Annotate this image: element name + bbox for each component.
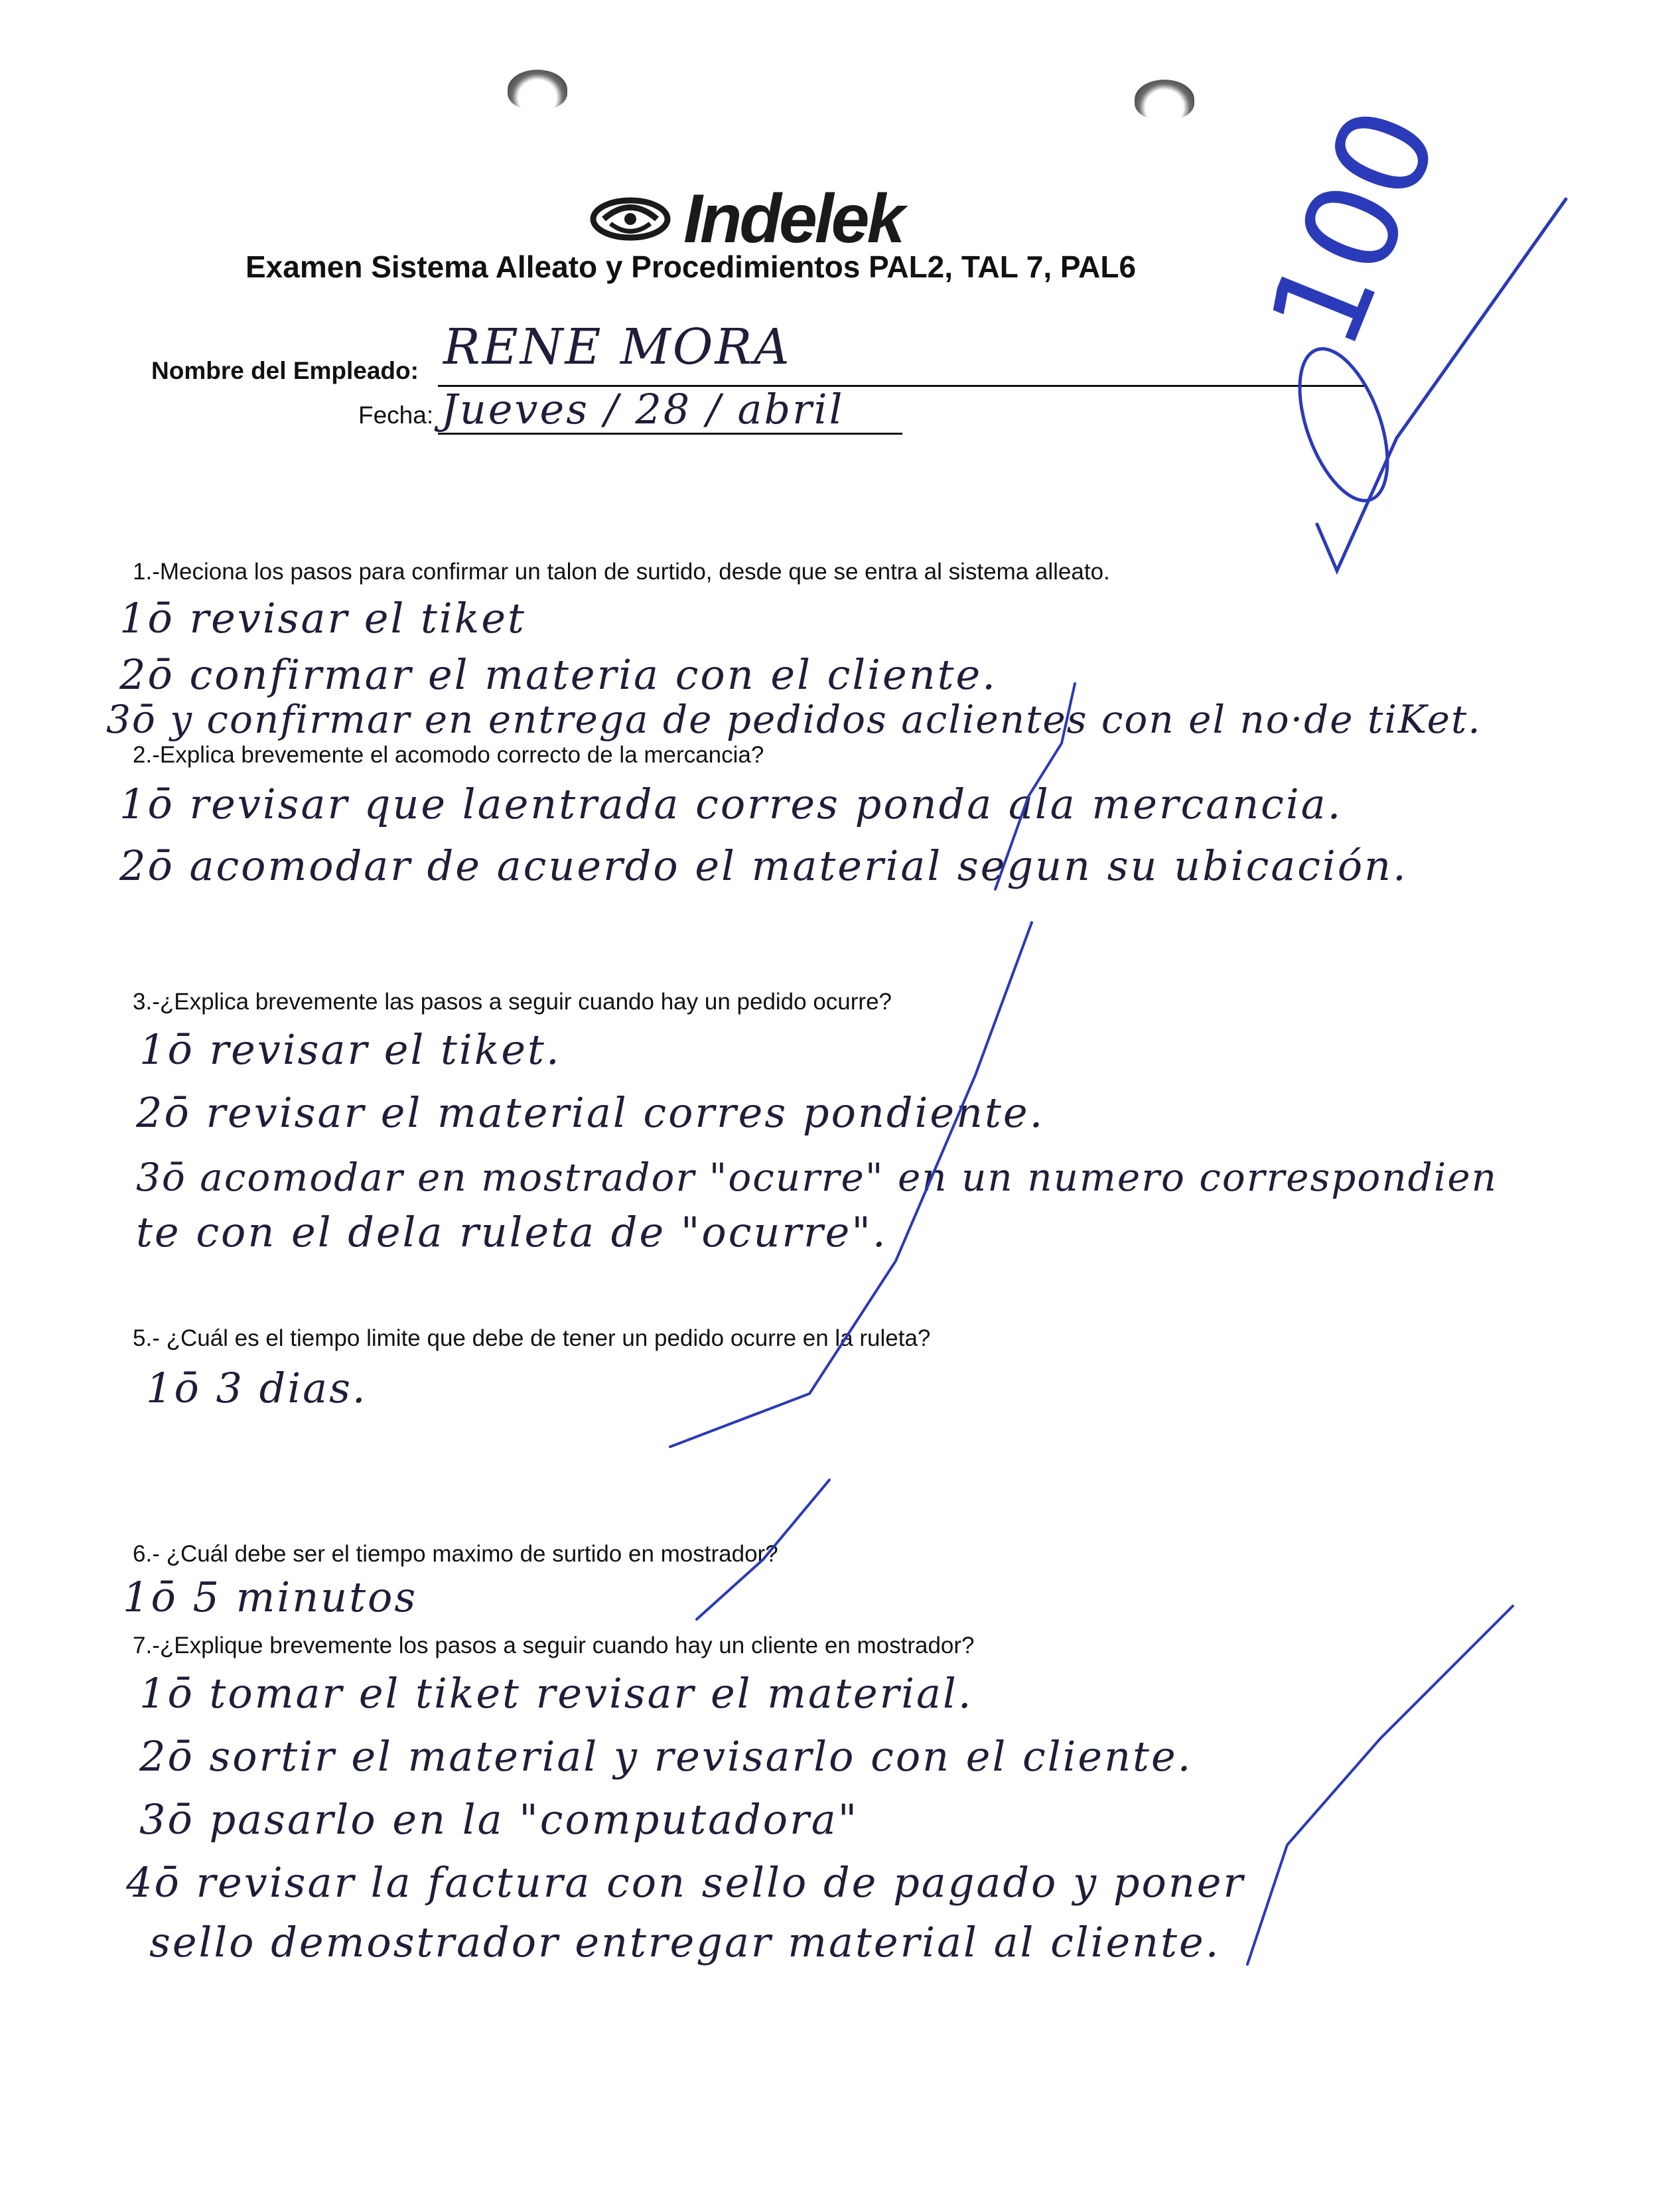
question-3: 3.-¿Explica brevemente las pasos a seguir cuando hay un pedido ocurre? [133,989,892,1015]
logo-wordmark: Indelek [683,181,903,257]
answer-1-line-1: 1ō revisar el tiket [119,594,526,642]
question-2: 2.-Explica brevemente el acomodo correcto de la mercancia? [133,742,764,768]
answer-3-line-2: 2ō revisar el material corres pondiente. [136,1088,1045,1137]
answer-2-line-1: 1ō revisar que laentrada corres ponda ala mercancia. [119,780,1343,828]
binder-hole-right [1135,80,1194,119]
answer-7-line-5: sello demostrador entregar material al cliente. [149,1918,1221,1966]
answer-6-line-1: 1ō 5 minutos [123,1573,418,1621]
answer-3-line-1: 1ō revisar el tiket. [139,1025,561,1074]
question-7: 7.-¿Explique brevemente los pasos a seguir cuando hay un cliente en mostrador? [133,1633,975,1658]
score-mark: 100 [1241,88,1467,367]
question-6: 6.- ¿Cuál debe ser el tiempo maximo de surtido en mostrador? [133,1541,778,1567]
answer-1-line-3: 3ō y confirmar en entrega de pedidos aclientes con el no·de tiKet. [106,697,1482,742]
swirl-logo-icon [584,183,677,256]
answer-7-line-3: 3ō pasarlo en la "computadora" [139,1795,859,1844]
question-1: 1.-Meciona los pasos para confirmar un talon de surtido, desde que se entra al sistema alleato. [133,559,1110,585]
answer-7-line-4: 4ō revisar la factura con sello de pagado y poner [126,1858,1245,1907]
answer-1-line-2: 2ō confirmar el materia con el cliente. [119,650,997,699]
answer-3-line-3: 3ō acomodar en mostrador "ocurre" en un numero correspondien [136,1155,1498,1200]
check-stroke-q7 [1247,1606,1513,1964]
employee-name-label: Nombre del Empleado: [151,357,419,384]
answer-7-line-2: 2ō sortir el material y revisarlo con el cliente. [139,1732,1193,1781]
answer-2-line-2: 2ō acomodar de acuerdo el material segun su ubicación. [119,841,1408,890]
question-5: 5.- ¿Cuál es el tiempo limite que debe de tener un pedido ocurre en la ruleta? [133,1325,931,1351]
date-value: Jueves / 28 / abril [441,385,845,433]
answer-7-line-1: 1ō tomar el tiket revisar el material. [139,1669,973,1718]
indelek-logo [584,183,1009,256]
exam-title: Examen Sistema Alleato y Procedimientos PAL2, TAL 7, PAL6 [245,250,1137,284]
answer-3-line-4: te con el dela ruleta de "ocurre". [136,1208,888,1256]
binder-hole-left [508,70,567,110]
employee-name-value: RENE MORA [443,319,792,376]
answer-5-line-1: 1ō 3 dias. [146,1364,368,1412]
score-circle-icon [1282,337,1405,512]
date-label: Fecha: [358,402,434,429]
